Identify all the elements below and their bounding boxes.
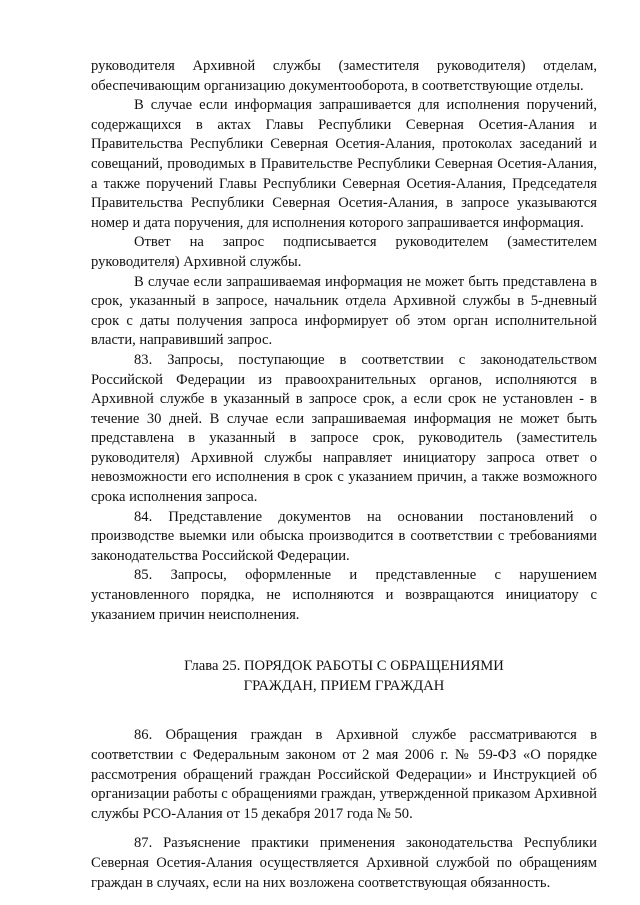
paragraph-83: 83. Запросы, поступающие в соответствии с законодательством Российской Федерации из правоохранительных органов, исполняются в Архивной службе в указанный в запросе срок, а если срок не установлен - в течение 30 дней. В случае если запрашиваемая информация не может быть представлена в указанный в запросе срок, руководитель (заместитель руководителя) Архивной службы направляет инициатору запроса ответ о невозможности его исполнения в срок с указанием причин, а также возможного срока исполнения запроса. [91,351,597,506]
paragraph-87: 87. Разъяснение практики применения законодательства Республики Северная Осетия-Алания осуществляется Архивной службой по обращениям граждан в случаях, если на них возложена соответствующая обязанность. [91,835,597,891]
paragraph-86: 86. Обращения граждан в Архивной службе рассматриваются в соответствии с Федеральным законом от 2 мая 2006 г. № 59-ФЗ «О порядке рассмотрения обращений граждан Российской Федерации» и Инструкцией об организации работы с обращениями граждан, утвержденной приказом Архивной службы РСО-Алания от 15 декабря 2017 года № 50. [91,727,597,822]
chapter-heading-line-2: ГРАЖДАН, ПРИЕМ ГРАЖДАН [243,677,445,694]
chapter-heading [91,657,597,696]
paragraph-response-signature: Ответ на запрос подписывается руководителем (заместителем руководителя) Архивной службы. [91,234,597,270]
paragraph-85: 85. Запросы, оформленные и представленные с нарушением установленного порядка, не исполняются и возвращаются инициатору с указанием причин неисполнения. [91,567,597,623]
paragraph-continuation: руководителя Архивной службы (заместителя руководителя) отделам, обеспечивающим организацию документооборота, в соответствующие отделы. [91,58,597,94]
chapter-heading-line-1: Глава 25. ПОРЯДОК РАБОТЫ С ОБРАЩЕНИЯМИ [184,658,504,675]
document-page [91,57,597,893]
paragraph-84: 84. Представление документов на основании постановлений о производстве выемки или обыска производится в соответствии с требованиями законодательства Российской Федерации. [91,508,597,564]
paragraph-info-request-orders: В случае если информация запрашивается для исполнения поручений, содержащихся в актах Главы Республики Северная Осетия-Алания и Правительства Республики Северная Осетия-Алания, протоколах заседаний и совещаний, проводимых в Правительстве Республики Северная Осетия-Алания, а также поручений Главы Республики Северная Осетия-Алания, Председателя Правительства Республики Северная Осетия-Алания, в запросе указываются номер и дата поручения, для исполнения которого запрашивается информация. [91,97,597,231]
paragraph-deadline-notice: В случае если запрашиваемая информация не может быть представлена в срок, указанный в запросе, начальник отдела Архивной службы в 5-дневный срок с даты получения запроса информирует об этом орган исполнительной власти, направивший запрос. [91,273,597,349]
